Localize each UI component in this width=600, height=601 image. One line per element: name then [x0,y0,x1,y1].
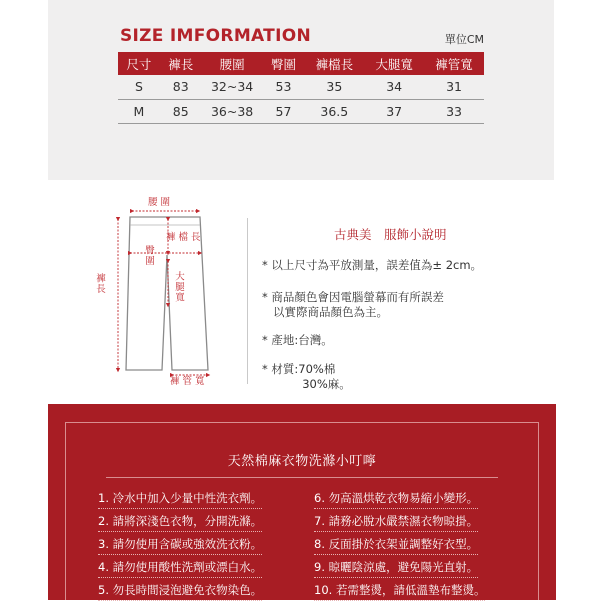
table-cell: S [118,75,160,99]
size-information-panel [48,0,554,180]
washing-tip: 10. 若需整燙，請低溫墊布整燙。 [314,583,485,597]
unit-label: 單位CM [444,33,484,46]
note-item: * 以上尺寸為平放測量，誤差值為± 2cm。 [262,258,483,272]
table-cell: 32~34 [202,75,263,99]
table-cell: 53 [263,75,305,99]
table-cell: 57 [263,99,305,123]
length-label: 褲長 [93,273,105,294]
table-cell: 37 [364,99,424,123]
note-item: * 材質:70%棉 30%麻。 [262,362,351,391]
washing-tip: 6. 勿高溫烘乾衣物易縮小變形。 [314,491,478,505]
size-table [118,52,484,124]
rise-label: 褲 檔 長 [166,232,201,243]
note-item: * 商品顏色會因電腦螢幕而有所誤差 以實際商品顏色為主。 [262,290,444,319]
header-thigh: 大腿寬 [364,52,424,75]
washing-tip: 4. 請勿使用酸性洗劑或漂白水。 [98,560,262,574]
washing-tips-frame [65,422,539,600]
pants-measurement-diagram [88,195,238,395]
washing-tip: 2. 請將深淺色衣物，分開洗滌。 [98,514,262,528]
table-cell: 36~38 [202,99,263,123]
table-cell: 35 [304,75,364,99]
table-cell: 36.5 [304,99,364,123]
thigh-label: 大腿寬 [172,271,184,303]
vertical-divider [247,218,248,384]
washing-tip: 7. 請務必脫水嚴禁濕衣物晾掛。 [314,514,478,528]
header-rise: 褲檔長 [304,52,364,75]
table-cell: 31 [424,75,484,99]
pants-outline-icon [88,195,238,395]
hem-label: 褲 管 寬 [170,376,205,387]
notes-title: 古典美 服飾小說明 [334,227,447,242]
title-divider [106,477,498,478]
waist-label: 腰 圍 [148,197,171,208]
table-cell: M [118,99,160,123]
table-cell: 83 [160,75,202,99]
table-cell: 34 [364,75,424,99]
table-row [118,99,484,123]
washing-tip: 8. 反面掛於衣架並調整好衣型。 [314,537,478,551]
hip-label: 臀圍 [142,245,154,266]
table-cell: 33 [424,99,484,123]
size-info-title: SIZE IMFORMATION [120,26,311,46]
table-cell: 85 [160,99,202,123]
washing-tip: 1. 冷水中加入少量中性洗衣劑。 [98,491,262,505]
washing-tip: 3. 請勿使用含碳或強效洗衣粉。 [98,537,262,551]
washing-tips-panel [48,404,556,600]
header-waist: 腰圍 [202,52,263,75]
washing-tip: 9. 晾曬陰涼處，避免陽光直射。 [314,560,478,574]
note-item: * 產地:台灣。 [262,333,333,347]
size-table-header [118,52,484,75]
table-row [118,75,484,99]
header-hem: 褲管寬 [424,52,484,75]
washing-tip: 5. 勿長時間浸泡避免衣物染色。 [98,583,262,597]
header-size: 尺寸 [118,52,160,75]
washing-tips-title: 天然棉麻衣物洗滌小叮嚀 [227,454,377,469]
header-length: 褲長 [160,52,202,75]
header-hip: 臀圍 [263,52,305,75]
